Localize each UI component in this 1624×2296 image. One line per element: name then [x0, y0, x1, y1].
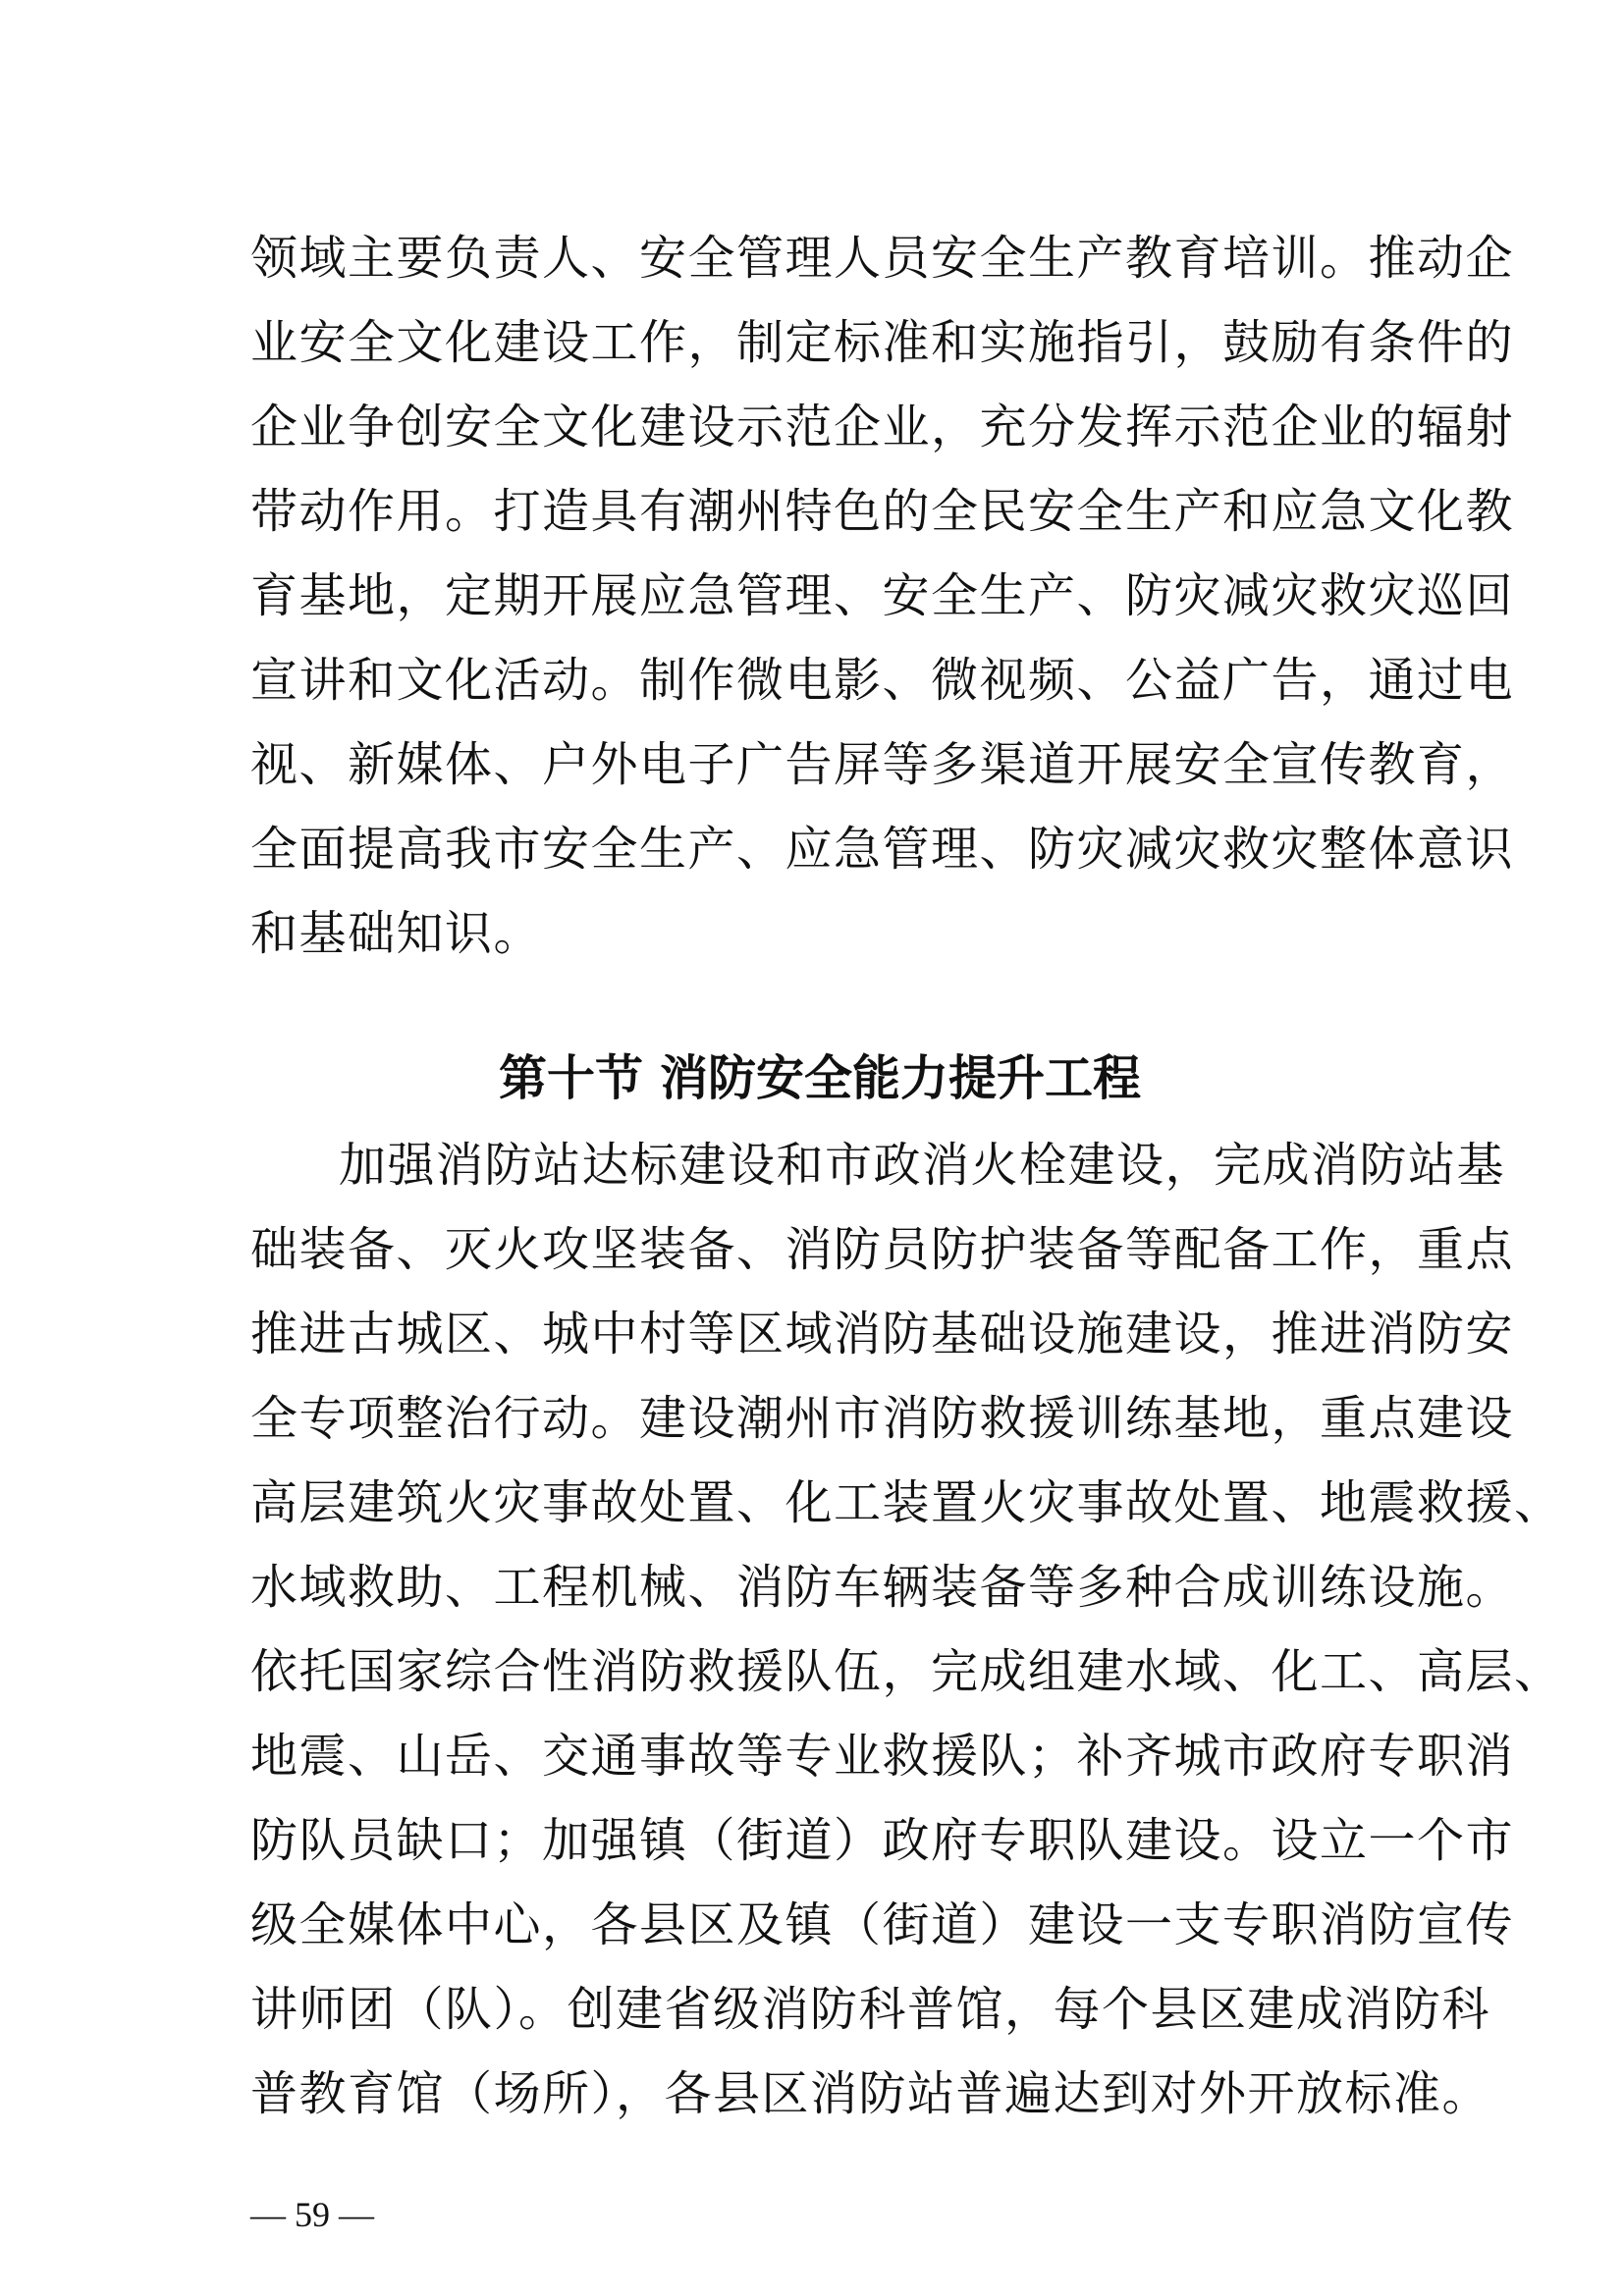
paragraph-1-line: 视、新媒体、户外电子广告屏等多渠道开展安全宣传教育， — [250, 737, 1515, 792]
paragraph-1-line: 带动作用。打造具有潮州特色的全民安全生产和应急文化教 — [250, 484, 1515, 539]
paragraph-1-line: 宣讲和文化活动。制作微电影、微视频、公益广告，通过电 — [250, 653, 1515, 708]
paragraph-2-line: 依托国家综合性消防救援队伍，完成组建水域、化工、高层、 — [250, 1644, 1563, 1699]
paragraph-1-line: 领域主要负责人、安全管理人员安全生产教育培训。推动企 — [250, 231, 1515, 286]
page-number: — 59 — — [250, 2195, 374, 2234]
paragraph-2-line: 讲师团（队）。创建省级消防科普馆，每个县区建成消防科 — [250, 1982, 1491, 2037]
paragraph-1-line: 和基础知识。 — [250, 906, 543, 961]
paragraph-2-line: 推进古城区、城中村等区域消防基础设施建设，推进消防安 — [250, 1307, 1515, 1362]
section-heading: 第十节 消防安全能力提升工程 — [498, 1050, 1142, 1106]
paragraph-2-line: 加强消防站达标建设和市政消火栓建设，完成消防站基 — [339, 1138, 1506, 1193]
paragraph-2-line: 水域救助、工程机械、消防车辆装备等多种合成训练设施。 — [250, 1560, 1515, 1615]
paragraph-2-line: 础装备、灭火攻坚装备、消防员防护装备等配备工作，重点 — [250, 1222, 1515, 1277]
paragraph-1-line: 企业争创安全文化建设示范企业，充分发挥示范企业的辐射 — [250, 400, 1515, 454]
paragraph-1-line: 育基地，定期开展应急管理、安全生产、防灾减灾救灾巡回 — [250, 568, 1515, 623]
paragraph-2-line: 全专项整治行动。建设潮州市消防救援训练基地，重点建设 — [250, 1391, 1515, 1446]
paragraph-1-line: 业安全文化建设工作，制定标准和实施指引，鼓励有条件的 — [250, 315, 1515, 370]
paragraph-2-line: 地震、山岳、交通事故等专业救援队；补齐城市政府专职消 — [250, 1729, 1515, 1784]
paragraph-2-line: 防队员缺口；加强镇（街道）政府专职队建设。设立一个市 — [250, 1813, 1515, 1868]
paragraph-2-line: 普教育馆（场所），各县区消防站普遍达到对外开放标准。 — [250, 2066, 1491, 2121]
paragraph-2-line: 级全媒体中心，各县区及镇（街道）建设一支专职消防宣传 — [250, 1897, 1515, 1952]
paragraph-2-line: 高层建筑火灾事故处置、化工装置火灾事故处置、地震救援、 — [250, 1475, 1563, 1530]
paragraph-1-line: 全面提高我市安全生产、应急管理、防灾减灾救灾整体意识 — [250, 822, 1515, 877]
